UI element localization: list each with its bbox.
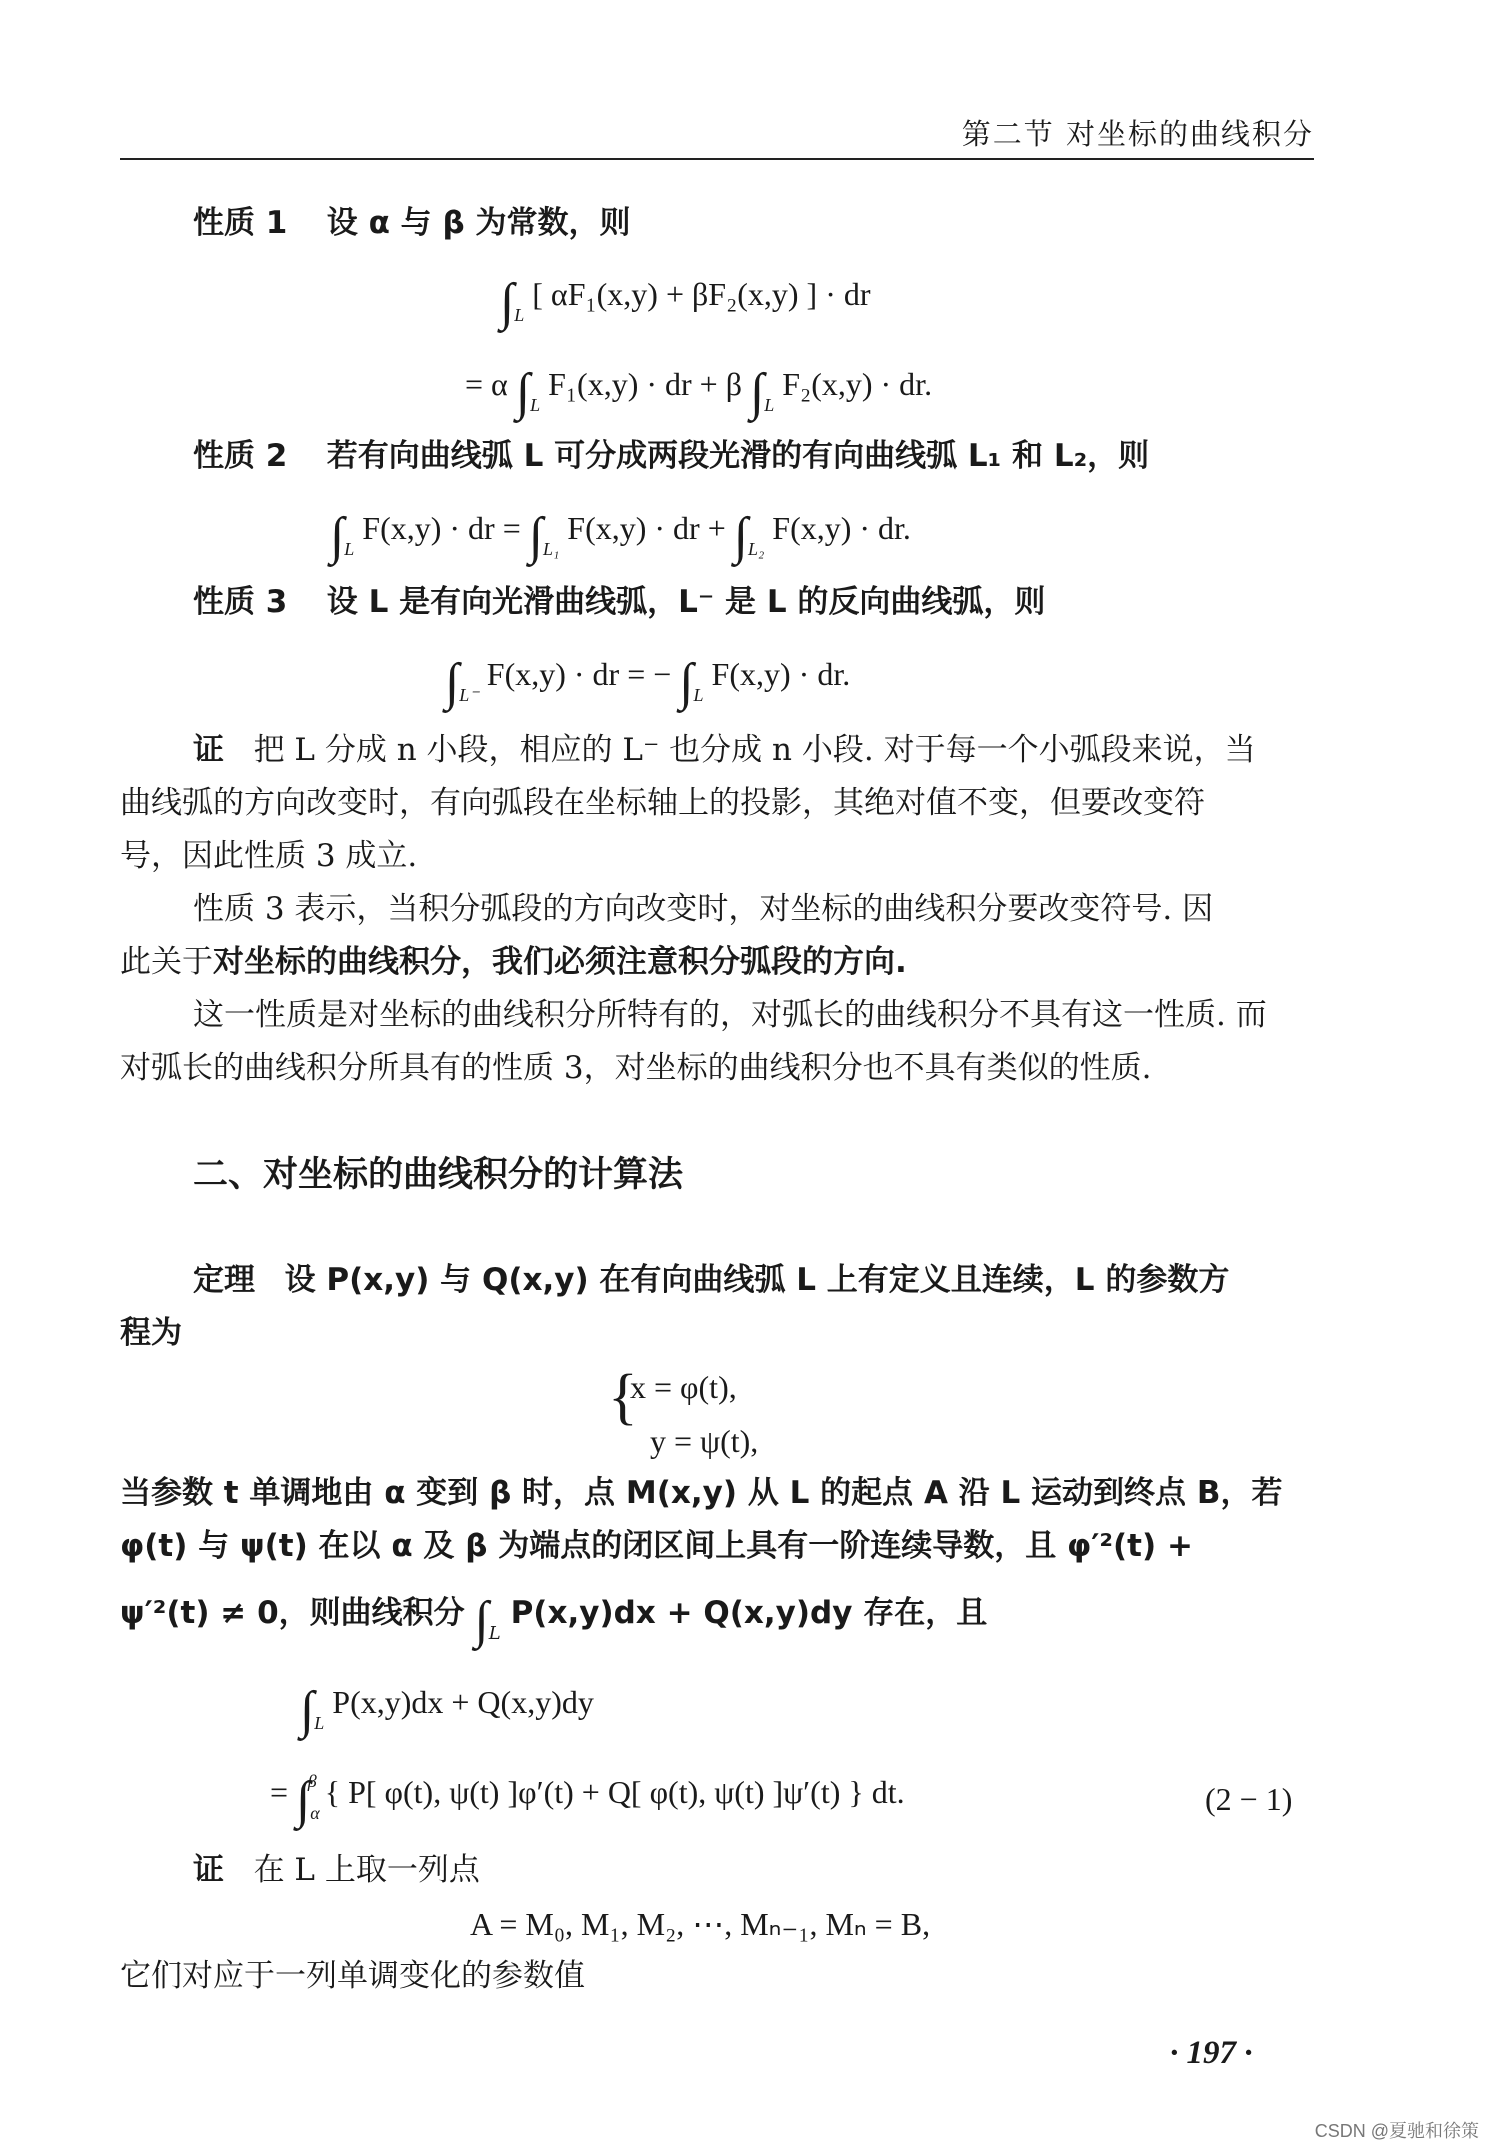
header-title: 第二节 对坐标的曲线积分 [961, 117, 1314, 151]
para-1-line-2 [120, 944, 907, 981]
integral-sign: ∫ [500, 274, 515, 331]
property-1-formula-1: $\int_L$ [ αF₁(x,y) + βF₂(x,y) ] · dr [500, 274, 871, 331]
theorem-text: 设 P(x,y) 与 Q(x,y) 在有向曲线弧 L 上有定义且连续，L 的参数方 [284, 1262, 1230, 1298]
integral-sign: ∫ [515, 364, 531, 421]
property-1-formula-2: = α $\int_L$ F₁(x,y) · dr + β $\int_L$ F₂(x,y) · dr. [465, 364, 933, 421]
property-2 [193, 438, 1149, 475]
integral-sign: ∫ [528, 508, 543, 565]
brace: { [608, 1363, 638, 1431]
property-3 [193, 584, 1045, 621]
proof-label: 证 [193, 1852, 224, 1888]
parametric-y: y = ψ(t), [650, 1423, 759, 1459]
param-x-text: x = φ(t), [630, 1369, 737, 1405]
formula-text: [ αF₁(x,y) + βF₂(x,y) ] · dr [532, 276, 871, 312]
proof-2 [193, 1852, 480, 1889]
point-sequence: A = M₀, M₁, M₂, ⋯, Mₙ₋₁, Mₙ = B, [470, 1906, 931, 1942]
property-1 [193, 205, 630, 242]
formula-text: = α [465, 366, 508, 402]
formula-text: P(x,y)dx + Q(x,y)dy [332, 1684, 594, 1720]
integral-sign: ∫ [300, 1682, 315, 1739]
para-2-line-2: 对弧长的曲线积分所具有的性质 3，对坐标的曲线积分也不具有类似的性质. [120, 1050, 1152, 1086]
proof-1-line-3: 号，因此性质 3 成立. [120, 838, 418, 874]
formula-text: = [270, 1774, 289, 1810]
para-2-line-1: 这一性质是对坐标的曲线积分所特有的，对弧长的曲线积分不具有这一性质. 而 [193, 997, 1267, 1033]
property-2-text: 若有向曲线弧 L 可分成两段光滑的有向曲线弧 L₁ 和 L₂，则 [326, 438, 1150, 474]
formula-text: F(x,y) · dr + [567, 510, 726, 546]
theorem-line-3: 当参数 t 单调地由 α 变到 β 时，点 M(x,y) 从 L 的起点 A 沿 L 运动到终点 B，若 [120, 1475, 1283, 1511]
integral-sign: ∫ [679, 654, 694, 711]
para-emphasis: 对坐标的曲线积分，我们必须注意积分弧段的方向. [213, 944, 907, 980]
proof-1-line-1 [193, 732, 1256, 769]
formula-text: F(x,y) · dr. [772, 510, 911, 546]
equation-line-2: = $\int_\alpha^\beta$ { P[ φ(t), ψ(t) ]φ′(t) + Q[ φ(t), ψ(t) ]ψ′(t) } dt. [270, 1771, 905, 1829]
theorem-line-1 [193, 1262, 1229, 1299]
theorem-line-2: 程为 [120, 1315, 182, 1351]
integral-sign: ∫ [474, 1592, 489, 1649]
formula-text: F(x,y) · dr. [711, 656, 851, 692]
equation-line-1: $\int_L$ P(x,y)dx + Q(x,y)dy [300, 1682, 594, 1739]
formula-text: { P[ φ(t), ψ(t) ]φ′(t) + Q[ φ(t), ψ(t) ]ψ′(t) } dt. [324, 1774, 905, 1810]
integral-sign: ∫ [749, 364, 765, 421]
equation-number: (2 − 1) [1205, 1781, 1293, 1817]
integral-sign: ∫ [733, 508, 748, 565]
property-3-label: 性质 3 [193, 584, 288, 620]
property-1-label: 性质 1 [193, 205, 288, 241]
proof-text: 在 L 上取一列点 [253, 1852, 480, 1888]
theorem-text: P(x,y)dx + Q(x,y)dy 存在，且 [510, 1595, 988, 1631]
theorem-label: 定理 [193, 1262, 255, 1298]
property-3-formula: $\int_{L^-}$ F(x,y) · dr = − $\int_L$ F(x,y) · dr. [445, 654, 851, 711]
property-2-label: 性质 2 [193, 438, 288, 474]
running-header [120, 108, 1314, 160]
property-3-text: 设 L 是有向光滑曲线弧，L⁻ 是 L 的反向曲线弧，则 [326, 584, 1046, 620]
proof-1-line-2: 曲线弧的方向改变时，有向弧段在坐标轴上的投影，其绝对值不变，但要改变符 [120, 785, 1205, 821]
proof-text: 把 L 分成 n 小段，相应的 L⁻ 也分成 n 小段. 对于每一个小弧段来说，当 [253, 732, 1256, 768]
page-number: · 197 · [1170, 2035, 1253, 2071]
formula-text: F(x,y) · dr = [362, 510, 521, 546]
theorem-line-5: ψ′²(t) ≠ 0，则曲线积分 $\int_L$ P(x,y)dx + Q(x,y)dy 存在，且 [120, 1592, 988, 1649]
integral-sign: ∫ [445, 654, 460, 711]
property-2-formula: $\int_L$ F(x,y) · dr = $\int_{L_1}$ F(x,y) · dr + $\int_{L_2}$ F(x,y) · dr. [330, 508, 911, 565]
last-line: 它们对应于一列单调变化的参数值 [120, 1958, 585, 1994]
theorem-line-4: φ(t) 与 ψ(t) 在以 α 及 β 为端点的闭区间上具有一阶连续导数，且 φ′²(t) + [120, 1528, 1193, 1564]
formula-text: F₂(x,y) · dr. [782, 366, 933, 402]
section-title: 二、对坐标的曲线积分的计算法 [193, 1155, 684, 1195]
parametric-x [608, 1363, 737, 1431]
watermark: CSDN @夏驰和徐策 [1314, 2121, 1479, 2141]
proof-label: 证 [193, 732, 224, 768]
para-text: 此关于 [120, 944, 213, 980]
formula-text: F(x,y) · dr = − [486, 656, 672, 692]
integral-sign: ∫ [296, 1772, 311, 1829]
formula-text: F₁(x,y) · dr + β [548, 366, 742, 402]
theorem-text: ψ′²(t) ≠ 0，则曲线积分 [120, 1595, 465, 1631]
para-1-line-1: 性质 3 表示，当积分弧段的方向改变时，对坐标的曲线积分要改变符号. 因 [193, 891, 1214, 927]
property-1-text: 设 α 与 β 为常数，则 [326, 205, 631, 241]
integral-sign: ∫ [330, 508, 345, 565]
